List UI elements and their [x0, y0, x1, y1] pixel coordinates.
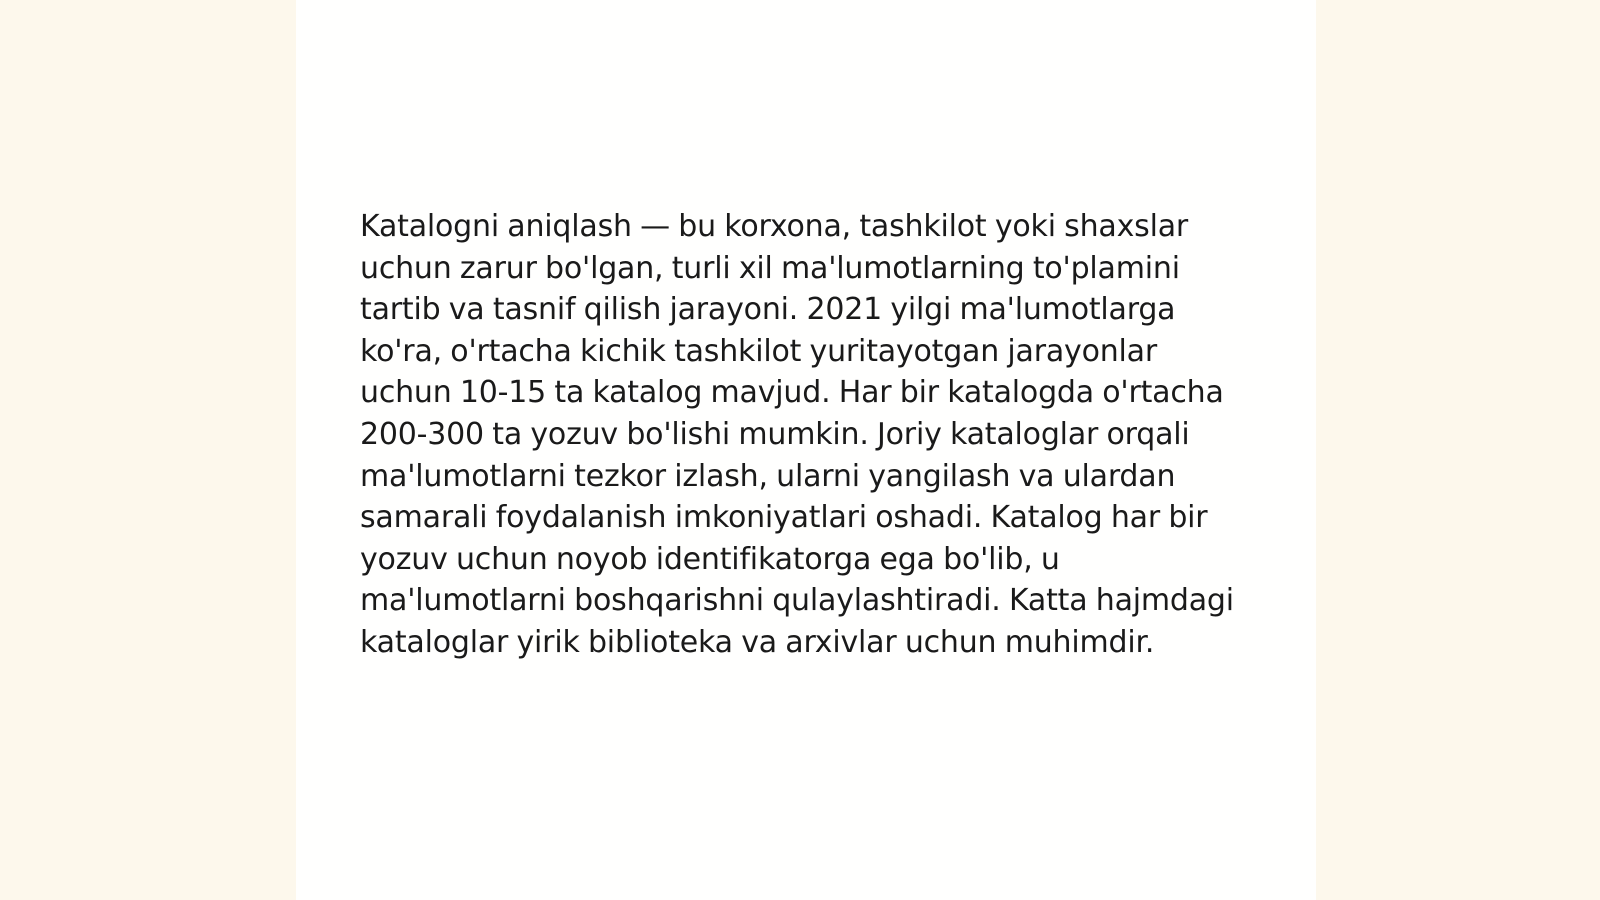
- body-paragraph: Katalogni aniqlash — bu korxona, tashkilot yoki shaxslar uchun zarur bo'lgan, turli xil ma'lumotlarning to'plamini tartib va tasnif qilish jarayoni. 2021 yilgi ma'lumotlarga ko'ra, o'rtacha kichik tashkilot yuritayotgan jarayonlar uchun 10-15 ta katalog mavjud. Har bir katalogda o'rtacha 200-300 ta yozuv bo'lishi mumkin. Joriy kataloglar orqali ma'lumotlarni tezkor izlash, ularni yangilash va ulardan samarali foydalanish imkoniyatlari oshadi. Katalog har bir yozuv uchun noyob identifikatorga ega bo'lib, u ma'lumotlarni boshqarishni qulaylashtiradi. Katta hajmdagi kataloglar yirik biblioteka va arxivlar uchun muhimdir.: [360, 209, 1234, 660]
- document-page: [296, 0, 1316, 900]
